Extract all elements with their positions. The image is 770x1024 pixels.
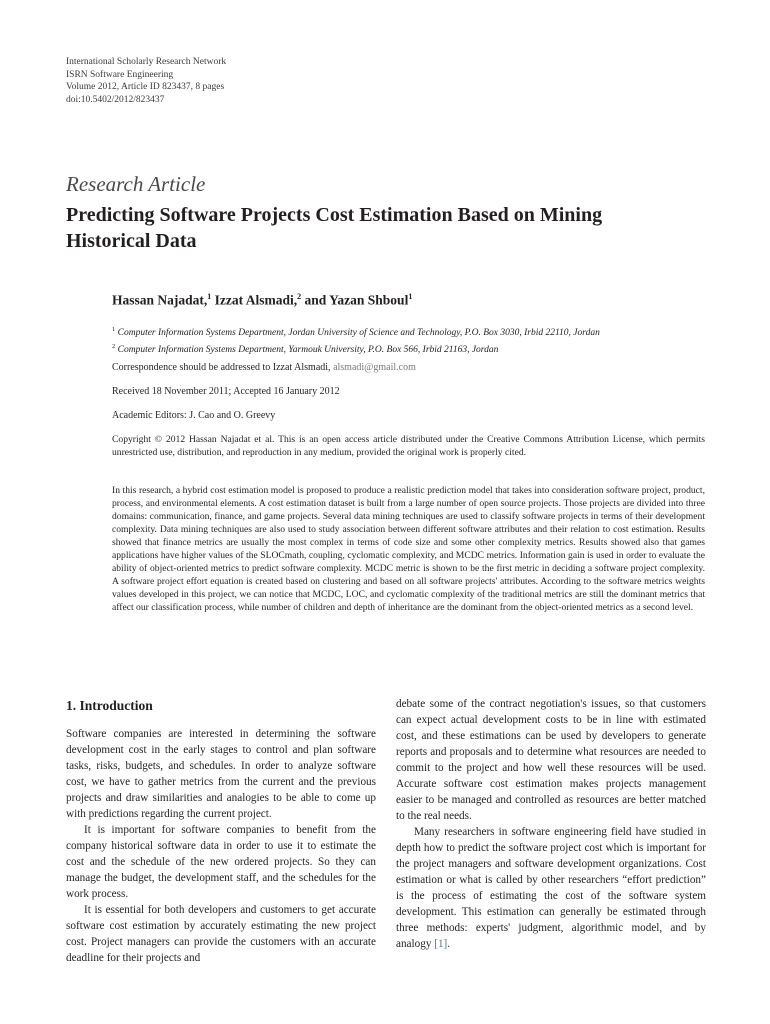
affil-text: Computer Information Systems Department, Yarmouk University, P.O. Box 566, Irbid 21163, Jordan	[115, 345, 499, 356]
article-type: Research Article	[66, 172, 206, 196]
affil-mark: 2	[112, 343, 116, 351]
body-paragraph: Software companies are interested in determining the software development cost in the early stages to control and plan software tasks, risks, budgets, and schedules. In order to analyze software cost, we have to gather metrics from the current and the previous projects and draw similarities and analogies to be able to come up with predictions regarding the current project.	[66, 728, 376, 820]
author-list	[112, 292, 412, 309]
correspondence-text: Correspondence should be addressed to Izzat Alsmadi,	[112, 362, 334, 373]
affil-text: Computer Information Systems Department, Jordan University of Science and Technology, P.O. Box 3030, Irbid 22110, Jordan	[115, 328, 600, 339]
paragraph-text: Many researchers in software engineering field have studied in depth how to predict the software project cost which is important for the project managers and software development organizations. Cost estimation or what is called by other researchers “effort prediction” is the process of estimating the cost of the software system development. This estimation can generally be estimated through three methods: experts' judgment, algorithmic model, and by analogy	[396, 826, 706, 950]
doi-line: doi:10.5402/2012/823437	[66, 94, 165, 105]
author-affil-mark: 1	[408, 292, 413, 301]
correspondence-email-link[interactable]: alsmadi@gmail.com	[333, 362, 416, 373]
journal-header	[66, 56, 226, 106]
abstract: In this research, a hybrid cost estimation model is proposed to produce a realistic prediction model that takes into consideration software project, product, process, and environmental elements. A cost estimation dataset is built from a large number of open source projects. Those projects are divided into three domains: communication, finance, and game projects. Several data mining techniques are used to classify software projects in terms of their development complexity. Data mining techniques are also used to study association between different software attributes and their relation to cost estimation. Results showed that finance metrics are usually the most complex in terms of code size and some other complexity metrics. Results showed also that games applications have higher values of the SLOCmath, coupling, cyclomatic complexity, and MCDC metrics. Information gain is used in order to evaluate the ability of object-oriented metrics to predict software complexity. MCDC metric is shown to be the first metric in deciding a software project complexity. A software project effort equation is created based on clustering and based on all software projects' attributes. According to the software metrics weights values developed in this project, we can notice that MCDC, LOC, and cyclomatic complexity of the traditional metrics are still the dominant metrics that affect our classification process, while number of children and depth of inheritance are the dominant from the object-oriented metrics as a second level.	[112, 485, 705, 613]
body-column-right	[396, 696, 706, 952]
body-paragraph	[396, 824, 706, 952]
journal-line: Volume 2012, Article ID 823437, 8 pages	[66, 82, 225, 92]
journal-line: International Scholarly Research Network	[66, 57, 227, 67]
citation-link[interactable]: [1]	[434, 938, 448, 950]
author-name: Hassan Najadat,	[112, 292, 208, 308]
body-paragraph: It is important for software companies to benefit from the company historical software data in order to use it to estimate the cost and the schedule of the new ordered projects. So they can manage the budget, the development staff, and the schedules for the work process.	[66, 824, 376, 900]
author-affil-mark: 1	[207, 292, 212, 301]
paper-title: Predicting Software Projects Cost Estimation Based on Mining Historical Data	[66, 204, 603, 252]
author-name: and Yazan Shboul	[301, 292, 409, 308]
affiliations	[112, 323, 600, 357]
author-affil-mark: 2	[297, 292, 302, 301]
journal-line: ISRN Software Engineering	[66, 69, 174, 80]
section-heading: 1. Introduction	[66, 698, 153, 713]
body-paragraph: It is essential for both developers and customers to get accurate software cost estimation by accurately estimating the new project cost. Project managers can provide the customers with an accurate deadline for their projects and	[66, 904, 376, 964]
body-paragraph: debate some of the contract negotiation's issues, so that customers can expect actual development costs to be in line with estimated cost, and these estimations can be used by developers to generate reports and proposals and to determine what resources are needed to commit to the project and how well these resources will be used. Accurate software cost estimation makes projects management easier to be managed and controlled as resources are better matched to the real needs.	[396, 698, 706, 822]
copyright-notice: Copyright © 2012 Hassan Najadat et al. This is an open access article distributed under the Creative Commons Attribution License, which permits unrestricted use, distribution, and reproduction in any medium, provided the original work is properly cited.	[112, 434, 705, 458]
author-name: Izzat Alsmadi,	[211, 292, 298, 308]
affiliation	[112, 340, 600, 357]
correspondence	[112, 362, 416, 373]
academic-editors: Academic Editors: J. Cao and O. Greevy	[112, 410, 276, 421]
body-column-left	[66, 696, 376, 966]
affiliation	[112, 323, 600, 340]
affil-mark: 1	[112, 326, 116, 333]
paragraph-end: .	[447, 938, 451, 950]
received-dates: Received 18 November 2011; Accepted 16 January 2012	[112, 386, 340, 397]
